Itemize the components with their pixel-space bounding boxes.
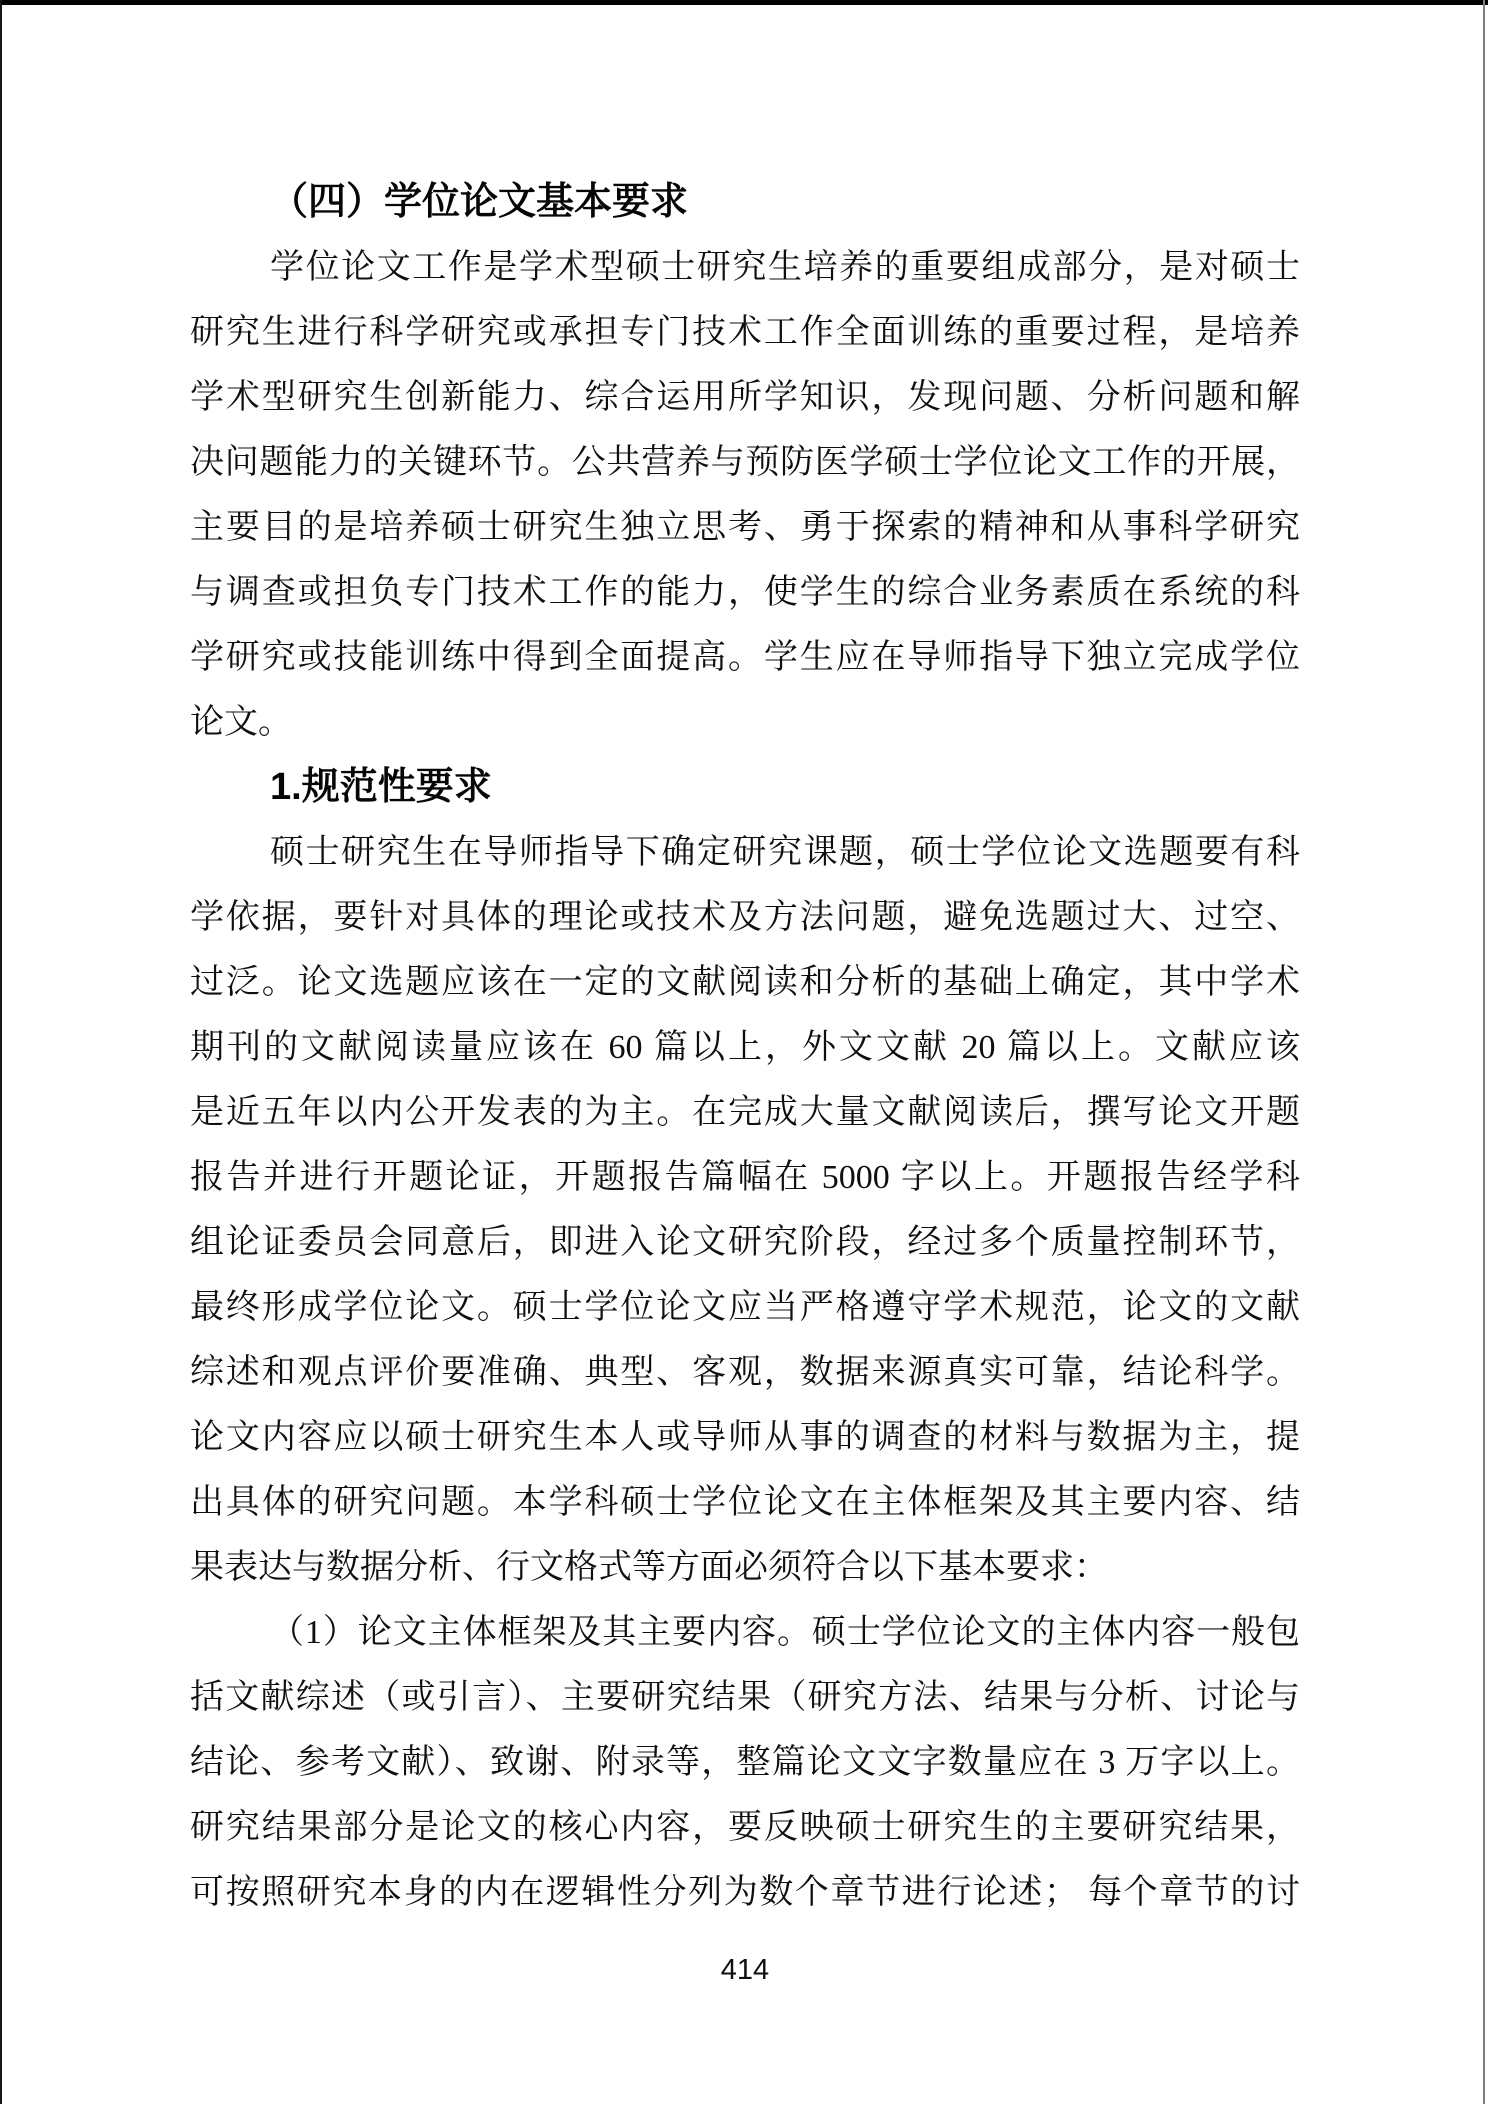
text-line: 组论证委员会同意后，即进入论文研究阶段，经过多个质量控制环节，: [190, 1224, 1300, 1261]
scan-artifact-top-edge: [0, 0, 1488, 5]
text-line: 论文。: [190, 704, 292, 741]
text-line: 研究生进行科学研究或承担专门技术工作全面训练的重要过程，是培养: [190, 314, 1300, 351]
text-line: 出具体的研究问题。本学科硕士学位论文在主体框架及其主要内容、结: [190, 1484, 1300, 1521]
text-line: 研究结果部分是论文的核心内容，要反映硕士研究生的主要研究结果，: [190, 1809, 1300, 1846]
text-line: 决问题能力的关键环节。公共营养与预防医学硕士学位论文工作的开展，: [190, 444, 1300, 481]
text-line: 主要目的是培养硕士研究生独立思考、勇于探索的精神和从事科学研究: [190, 509, 1300, 546]
text-line: 与调查或担负专门技术工作的能力，使学生的综合业务素质在系统的科: [190, 574, 1300, 611]
text-line: 学术型研究生创新能力、综合运用所学知识，发现问题、分析问题和解: [190, 379, 1300, 416]
scan-artifact-left-edge: [0, 0, 2, 2104]
text-line: 学位论文工作是学术型硕士研究生培养的重要组成部分，是对硕士: [270, 249, 1300, 286]
text-line: 可按照研究本身的内在逻辑性分列为数个章节进行论述； 每个章节的讨: [190, 1874, 1300, 1911]
text-line: 最终形成学位论文。硕士学位论文应当严格遵守学术规范，论文的文献: [190, 1289, 1300, 1326]
page-number: 414: [720, 1954, 770, 1986]
section-heading: （四）学位论文基本要求: [270, 181, 689, 223]
document-body: [190, 170, 1300, 1925]
paragraph: [190, 1600, 1300, 1925]
sub-heading: 1.规范性要求: [270, 766, 492, 808]
paragraph: [190, 820, 1300, 1600]
text-line: 学依据，要针对具体的理论或技术及方法问题，避免选题过大、过空、: [190, 899, 1300, 936]
scan-artifact-right-edge: [1483, 0, 1485, 2104]
text-line: 期刊的文献阅读量应该在 60 篇以上，外文文献 20 篇以上。文献应该: [190, 1029, 1300, 1066]
text-line: 报告并进行开题论证，开题报告篇幅在 5000 字以上。开题报告经学科: [190, 1159, 1300, 1196]
text-line: 论文内容应以硕士研究生本人或导师从事的调查的材料与数据为主，提: [190, 1419, 1300, 1456]
text-line: 括文献综述（或引言）、主要研究结果（研究方法、结果与分析、讨论与: [190, 1679, 1300, 1716]
paragraph: [190, 235, 1300, 755]
text-line: 果表达与数据分析、行文格式等方面必须符合以下基本要求：: [190, 1549, 1108, 1586]
text-line: （1）论文主体框架及其主要内容。硕士学位论文的主体内容一般包: [270, 1614, 1300, 1651]
text-line: 结论、参考文献）、致谢、附录等，整篇论文文字数量应在 3 万字以上。: [190, 1744, 1300, 1781]
text-line: 硕士研究生在导师指导下确定研究课题，硕士学位论文选题要有科: [270, 834, 1300, 871]
text-line: 学研究或技能训练中得到全面提高。学生应在导师指导下独立完成学位: [190, 639, 1300, 676]
text-line: 过泛。论文选题应该在一定的文献阅读和分析的基础上确定，其中学术: [190, 964, 1300, 1001]
text-line: 综述和观点评价要准确、典型、客观，数据来源真实可靠，结论科学。: [190, 1354, 1300, 1391]
text-line: 是近五年以内公开发表的为主。在完成大量文献阅读后，撰写论文开题: [190, 1094, 1300, 1131]
